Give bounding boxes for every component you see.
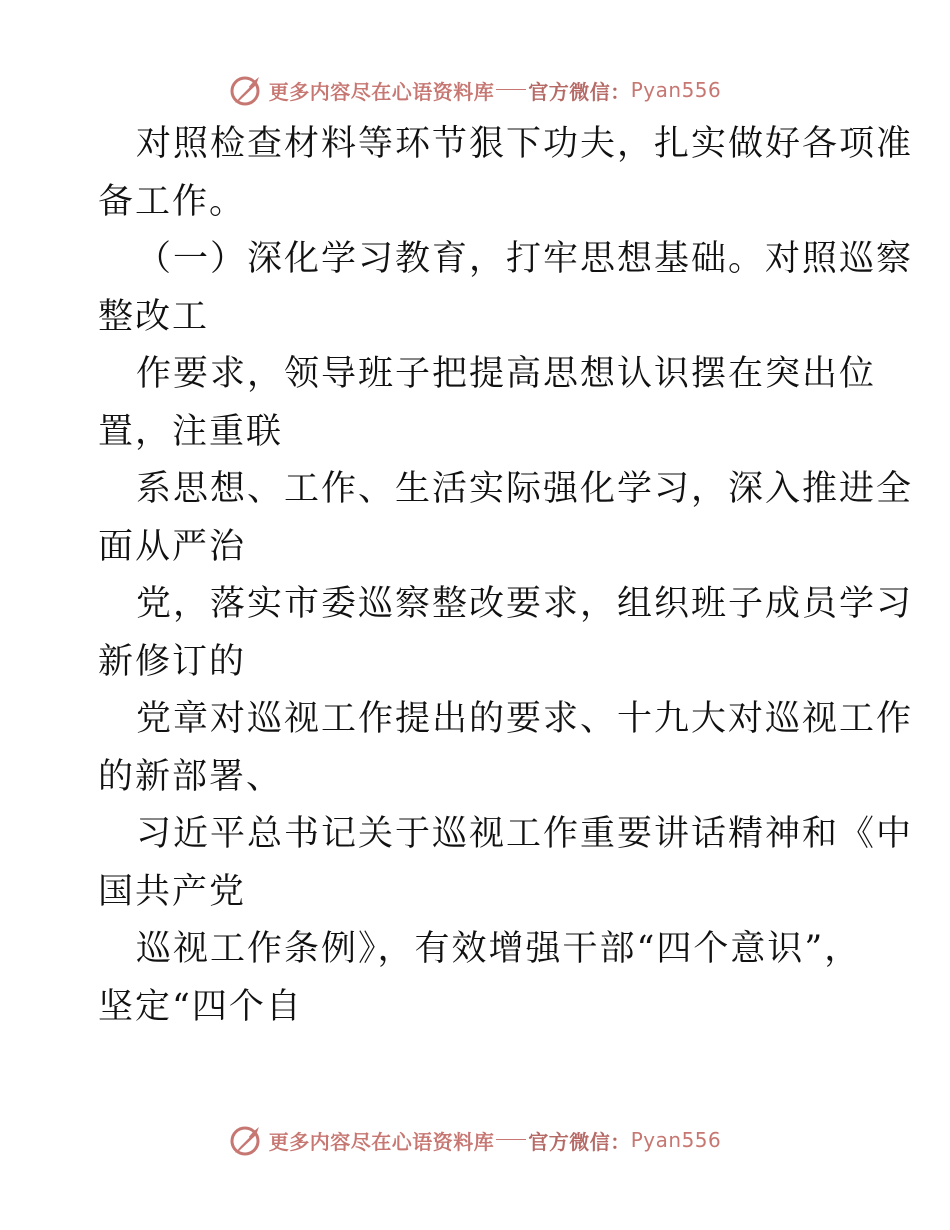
text-line: 作要求，领导班子把提高思想认识摆在突出位 [136,354,877,394]
banner-dash [496,89,526,90]
footer-banner [0,1120,950,1160]
body-text [98,116,914,1036]
text-line: 党章对巡视工作提出的要求、十九大对巡视工作 [136,699,914,739]
text-line: 系思想、工作、生活实际强化学习，深入推进全 [136,469,914,509]
text-line: 备工作。 [98,181,247,222]
text-line: 党，落实市委巡察整改要求，组织班子成员学习 [136,584,914,624]
text-line: （一）深化学习教育，打牢思想基础。对照巡察 [136,239,914,279]
text-line: 的新部署、 [98,756,284,797]
text-line: 新修订的 [98,641,247,682]
banner-account: Pyan556 [630,78,722,102]
banner-dash [496,1139,526,1140]
text-line: 习近平总书记关于巡视工作重要讲话精神和《中 [136,814,914,854]
text-line: 坚定“四个自 [98,986,303,1027]
quill-logo-icon [229,73,263,107]
banner-site-text: 更多内容尽在心语资料库 [268,1129,495,1154]
text-line: 巡视工作条例》，有效增强干部“四个意识”， [136,929,862,969]
text-line: 整改工 [98,296,210,337]
text-line: 置，注重联 [98,411,284,452]
banner-account: Pyan556 [630,1128,722,1152]
text-line: 面从严治 [98,526,247,567]
banner-wechat-label: 官方微信： [528,79,631,104]
banner-site-text: 更多内容尽在心语资料库 [268,79,495,104]
quill-logo-icon [229,1123,263,1157]
header-banner [0,70,950,110]
banner-wechat-label: 官方微信： [528,1129,631,1154]
text-line: 国共产党 [98,871,247,912]
text-line: 对照检查材料等环节狠下功夫，扎实做好各项准 [136,124,914,164]
